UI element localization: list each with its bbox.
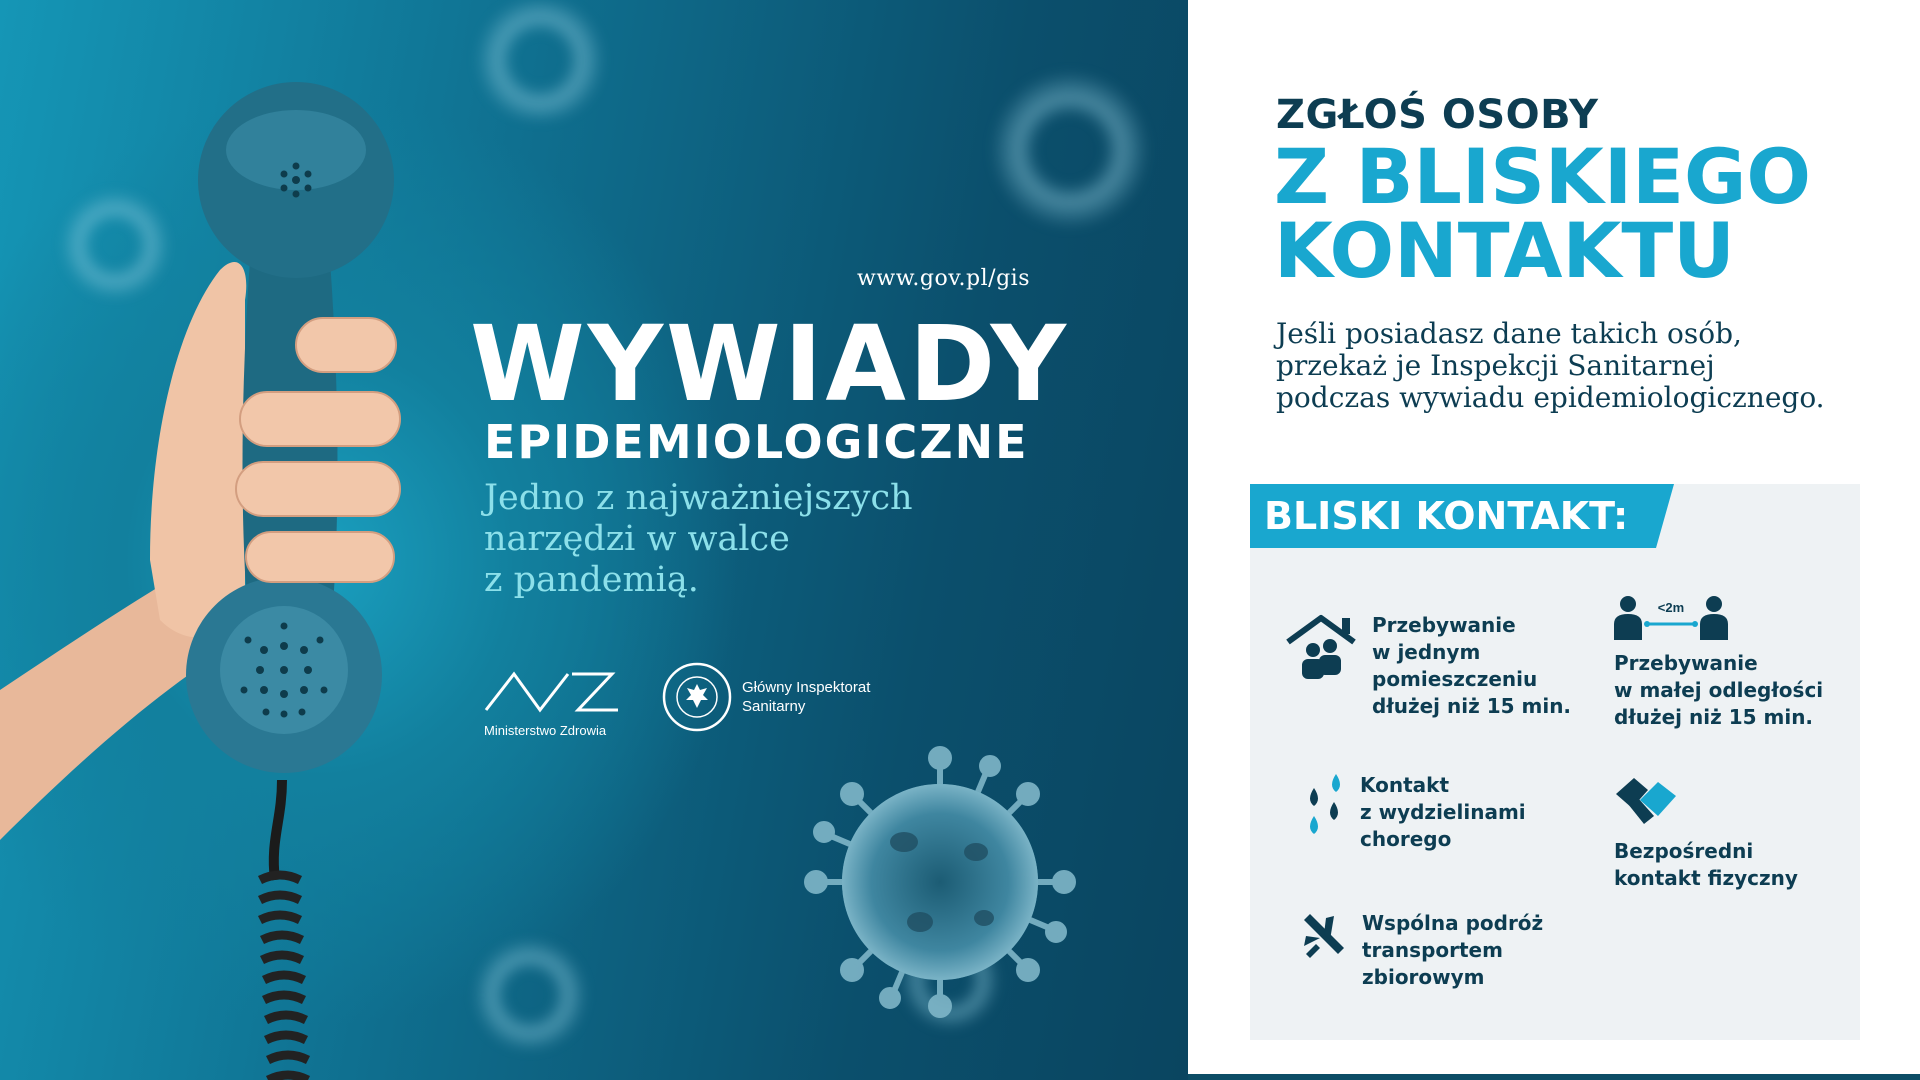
report-title-line: Z BLISKIEGO	[1274, 132, 1812, 221]
eagle-seal-icon	[662, 662, 732, 732]
contact-item-text	[1372, 612, 1571, 720]
contact-item-line: dłużej niż 15 min.	[1614, 705, 1814, 729]
ministry-of-health-logo	[484, 668, 624, 738]
contact-item-public-transport	[1298, 910, 1543, 991]
contact-item-line: w małej odległości	[1614, 678, 1824, 702]
blurred-virus-decoration	[470, 940, 590, 1050]
contact-item-physical	[1614, 774, 1798, 892]
headline: WYWIADY	[470, 303, 1069, 425]
tagline	[484, 478, 1004, 601]
telephone-handset-illustration	[0, 0, 460, 1080]
bottom-strip	[1188, 1074, 1920, 1080]
contact-item-line: Kontakt	[1360, 773, 1450, 797]
contact-item-line: pomieszczeniu	[1372, 667, 1538, 691]
gis-caption-line: Sanitarny	[742, 698, 806, 715]
airplane-icon	[1298, 910, 1348, 960]
distance-label: <2m	[1657, 600, 1685, 615]
contact-item-text	[1614, 650, 1823, 731]
contact-item-line: Bezpośredni	[1614, 839, 1754, 863]
contact-item-line: dłużej niż 15 min.	[1372, 694, 1572, 718]
droplets-icon	[1302, 772, 1346, 838]
contact-item-line: Wspólna podróż	[1362, 911, 1544, 935]
contact-item-text	[1362, 910, 1543, 991]
blurred-virus-decoration	[990, 70, 1150, 230]
contact-item-text	[1360, 772, 1526, 853]
contact-item-short-distance	[1614, 594, 1823, 731]
contact-item-line: Przebywanie	[1614, 651, 1758, 675]
contact-item-line: kontakt fizyczny	[1614, 866, 1798, 890]
mz-logo-mark-icon	[484, 668, 620, 714]
report-title-line: KONTAKTU	[1274, 206, 1735, 295]
contact-item-line: z wydzielinami	[1360, 800, 1526, 824]
mz-logo-caption: Ministerstwo Zdrowia	[484, 723, 607, 738]
intro-line: przekaż je Inspekcji Sanitarnej	[1276, 349, 1715, 382]
tagline-line: Jedno z najważniejszych	[484, 478, 913, 518]
intro-line: podczas wywiadu epidemiologicznego.	[1276, 381, 1825, 414]
close-contact-label: BLISKI KONTAKT:	[1250, 484, 1656, 548]
gis-caption-line: Główny Inspektorat	[742, 679, 871, 696]
gis-logo-caption	[742, 678, 882, 716]
contact-item-same-room	[1284, 612, 1571, 720]
house-people-icon	[1284, 612, 1358, 682]
contact-item-text	[1614, 838, 1798, 892]
report-title-small: ZGŁOŚ OSOBY	[1276, 92, 1599, 138]
website-url: www.gov.pl/gis	[857, 266, 1030, 291]
contact-item-line: zbiorowym	[1362, 965, 1485, 989]
contact-item-line: Przebywanie	[1372, 613, 1516, 637]
tagline-line: narzędzi w walce	[484, 519, 790, 559]
intro-line: Jeśli posiadasz dane takich osób,	[1276, 317, 1742, 350]
contact-item-line: transportem	[1362, 938, 1503, 962]
subheadline: EPIDEMIOLOGICZNE	[484, 415, 1029, 469]
distance-people-icon	[1614, 594, 1728, 642]
contact-item-line: chorego	[1360, 827, 1452, 851]
coronavirus-illustration	[800, 742, 1080, 1022]
poster-right-panel	[1188, 0, 1920, 1080]
report-title-big	[1274, 132, 1894, 295]
blurred-virus-decoration	[470, 0, 610, 120]
close-contact-box	[1250, 484, 1860, 1040]
handshake-icon	[1614, 774, 1678, 830]
contact-item-secretions	[1302, 772, 1526, 853]
intro-text	[1276, 318, 1876, 414]
contact-item-line: w jednym	[1372, 640, 1481, 664]
tagline-line: z pandemią.	[484, 560, 699, 600]
gis-logo	[662, 662, 882, 732]
